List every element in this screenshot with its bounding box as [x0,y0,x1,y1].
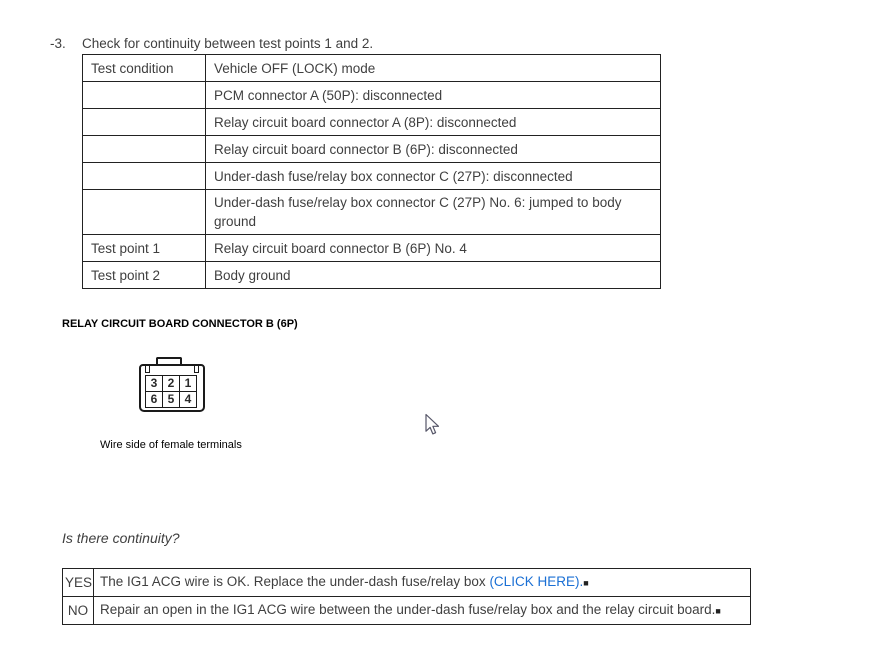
row-label: Test condition [83,55,206,82]
connector-diagram [139,357,205,412]
table-row [83,109,661,136]
row-value: Under-dash fuse/relay box connector C (27P): disconnected [206,163,661,190]
table-row [83,82,661,109]
row-label [83,109,206,136]
result-sentence: The IG1 ACG wire is OK. Replace the under-dash fuse/relay box [100,574,490,589]
table-row [83,190,661,235]
connector-title: RELAY CIRCUIT BOARD CONNECTOR B (6P) [62,318,298,330]
row-label [83,163,206,190]
pin-cell-6: 6 [146,392,163,408]
table-row [83,262,661,289]
row-label: Test point 1 [83,235,206,262]
pin-cell-5: 5 [163,392,180,408]
row-value: Relay circuit board connector A (8P): disconnected [206,109,661,136]
result-label-yes: YES [63,569,94,597]
row-label [83,82,206,109]
table-row [63,569,751,597]
row-label: Test point 2 [83,262,206,289]
pin-cell-2: 2 [163,376,180,392]
table-row [83,163,661,190]
row-value: Vehicle OFF (LOCK) mode [206,55,661,82]
pin-cell-3: 3 [146,376,163,392]
row-value: Body ground [206,262,661,289]
end-square-icon: ■ [715,606,721,616]
result-sentence: Repair an open in the IG1 ACG wire between the under-dash fuse/relay box and the relay circuit board. [100,602,716,617]
row-value: PCM connector A (50P): disconnected [206,82,661,109]
pin-row-bottom [146,392,197,408]
pin-grid [145,375,197,408]
result-text-yes [94,569,751,597]
step-number: -3. [50,36,66,51]
table-row [83,235,661,262]
end-square-icon: ■ [583,578,589,588]
results-table [62,568,751,625]
continuity-question: Is there continuity? [62,530,180,546]
mouse-cursor-icon [424,413,439,436]
connector-body [139,364,205,412]
connector-notch-left [145,366,150,373]
row-label [83,136,206,163]
table-row [63,597,751,625]
table-row [83,136,661,163]
row-label [83,190,206,235]
step-title: Check for continuity between test points 1 and 2. [82,36,374,51]
connector-notch-right [194,366,199,373]
table-row [83,55,661,82]
row-value: Relay circuit board connector B (6P) No. 4 [206,235,661,262]
connector-caption: Wire side of female terminals [100,439,242,451]
test-conditions-table [82,54,661,289]
pin-cell-1: 1 [180,376,197,392]
row-value: Under-dash fuse/relay box connector C (27P) No. 6: jumped to body ground [206,190,661,235]
pin-row-top [146,376,197,392]
result-text-no [94,597,751,625]
click-here-link[interactable]: (CLICK HERE). [489,574,584,589]
row-value: Relay circuit board connector B (6P): disconnected [206,136,661,163]
pin-cell-4: 4 [180,392,197,408]
result-label-no: NO [63,597,94,625]
